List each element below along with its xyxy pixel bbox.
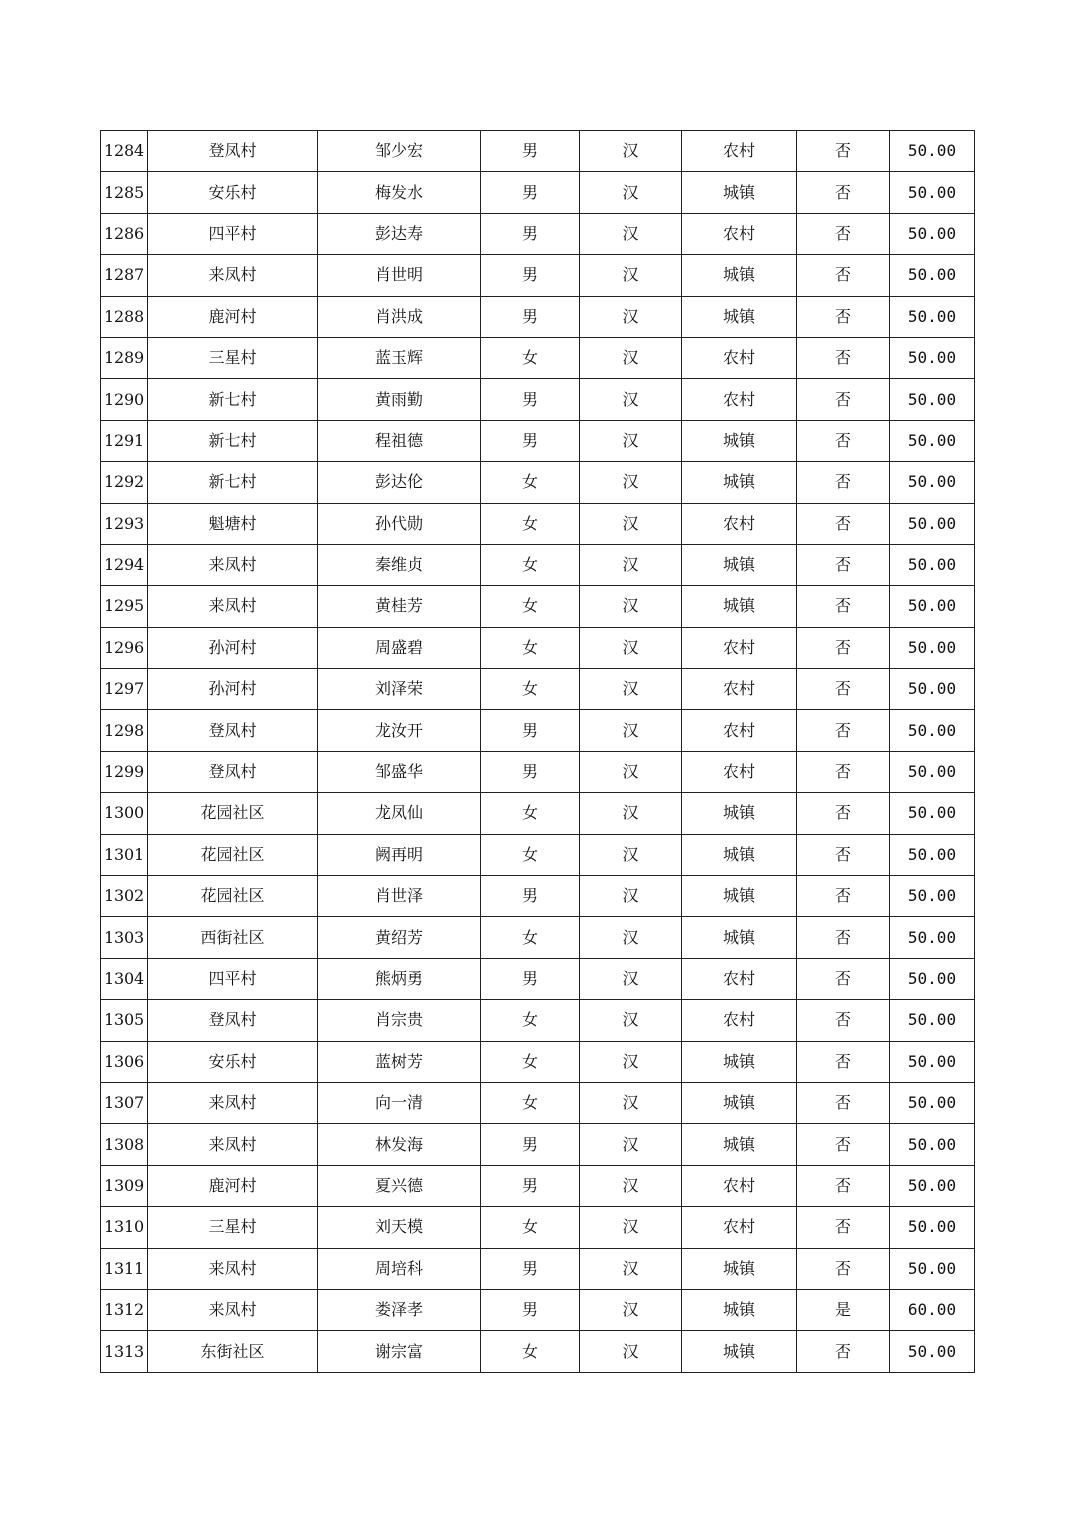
cell-flag: 否 [797, 503, 890, 544]
cell-village: 来凤村 [148, 586, 318, 627]
cell-name: 周盛碧 [318, 627, 481, 668]
cell-seq: 1309 [101, 1165, 148, 1206]
cell-amount: 50.00 [890, 337, 975, 378]
cell-village: 孙河村 [148, 627, 318, 668]
table-row [101, 627, 975, 668]
cell-seq: 1308 [101, 1124, 148, 1165]
cell-residence: 城镇 [682, 1041, 797, 1082]
cell-ethnicity: 汉 [580, 337, 682, 378]
cell-village: 四平村 [148, 958, 318, 999]
cell-residence: 城镇 [682, 1082, 797, 1123]
cell-amount: 50.00 [890, 213, 975, 254]
cell-gender: 女 [481, 586, 580, 627]
cell-gender: 女 [481, 834, 580, 875]
cell-ethnicity: 汉 [580, 296, 682, 337]
cell-flag: 否 [797, 710, 890, 751]
table-row [101, 834, 975, 875]
cell-flag: 否 [797, 586, 890, 627]
cell-amount: 50.00 [890, 834, 975, 875]
cell-gender: 男 [481, 751, 580, 792]
cell-flag: 否 [797, 379, 890, 420]
cell-ethnicity: 汉 [580, 1124, 682, 1165]
cell-seq: 1287 [101, 255, 148, 296]
cell-ethnicity: 汉 [580, 420, 682, 461]
cell-amount: 50.00 [890, 296, 975, 337]
cell-residence: 城镇 [682, 586, 797, 627]
cell-gender: 女 [481, 669, 580, 710]
cell-amount: 50.00 [890, 379, 975, 420]
cell-ethnicity: 汉 [580, 710, 682, 751]
cell-residence: 城镇 [682, 420, 797, 461]
cell-gender: 女 [481, 1331, 580, 1372]
cell-residence: 农村 [682, 1207, 797, 1248]
cell-village: 三星村 [148, 337, 318, 378]
cell-residence: 城镇 [682, 834, 797, 875]
table-body [101, 131, 975, 1373]
table-row [101, 917, 975, 958]
cell-seq: 1297 [101, 669, 148, 710]
cell-amount: 50.00 [890, 958, 975, 999]
cell-village: 登凤村 [148, 1000, 318, 1041]
table-row [101, 1289, 975, 1330]
cell-ethnicity: 汉 [580, 462, 682, 503]
cell-village: 登凤村 [148, 710, 318, 751]
cell-residence: 农村 [682, 379, 797, 420]
cell-flag: 否 [797, 1248, 890, 1289]
cell-ethnicity: 汉 [580, 544, 682, 585]
cell-residence: 城镇 [682, 296, 797, 337]
cell-gender: 男 [481, 710, 580, 751]
cell-amount: 50.00 [890, 255, 975, 296]
cell-seq: 1288 [101, 296, 148, 337]
cell-seq: 1304 [101, 958, 148, 999]
table-row [101, 420, 975, 461]
table-row [101, 958, 975, 999]
cell-seq: 1310 [101, 1207, 148, 1248]
cell-residence: 城镇 [682, 544, 797, 585]
cell-gender: 女 [481, 462, 580, 503]
cell-residence: 农村 [682, 958, 797, 999]
cell-amount: 50.00 [890, 420, 975, 461]
cell-ethnicity: 汉 [580, 1165, 682, 1206]
cell-name: 蓝树芳 [318, 1041, 481, 1082]
cell-seq: 1299 [101, 751, 148, 792]
cell-name: 彭达伦 [318, 462, 481, 503]
cell-seq: 1301 [101, 834, 148, 875]
cell-amount: 50.00 [890, 917, 975, 958]
cell-gender: 男 [481, 255, 580, 296]
cell-name: 熊炳勇 [318, 958, 481, 999]
cell-seq: 1302 [101, 876, 148, 917]
cell-ethnicity: 汉 [580, 876, 682, 917]
cell-residence: 农村 [682, 627, 797, 668]
cell-name: 肖世明 [318, 255, 481, 296]
cell-gender: 女 [481, 1082, 580, 1123]
cell-gender: 男 [481, 131, 580, 172]
cell-amount: 50.00 [890, 1331, 975, 1372]
cell-flag: 否 [797, 1041, 890, 1082]
cell-flag: 否 [797, 296, 890, 337]
cell-amount: 50.00 [890, 172, 975, 213]
cell-seq: 1293 [101, 503, 148, 544]
cell-flag: 否 [797, 213, 890, 254]
cell-amount: 50.00 [890, 669, 975, 710]
cell-residence: 农村 [682, 503, 797, 544]
cell-flag: 否 [797, 172, 890, 213]
cell-residence: 城镇 [682, 1331, 797, 1372]
cell-name: 阙再明 [318, 834, 481, 875]
cell-ethnicity: 汉 [580, 1248, 682, 1289]
cell-gender: 女 [481, 917, 580, 958]
cell-flag: 否 [797, 917, 890, 958]
cell-ethnicity: 汉 [580, 917, 682, 958]
cell-seq: 1285 [101, 172, 148, 213]
cell-seq: 1305 [101, 1000, 148, 1041]
cell-village: 新七村 [148, 379, 318, 420]
cell-ethnicity: 汉 [580, 1207, 682, 1248]
table-row [101, 751, 975, 792]
cell-residence: 城镇 [682, 1124, 797, 1165]
cell-flag: 否 [797, 834, 890, 875]
cell-ethnicity: 汉 [580, 669, 682, 710]
table-row [101, 876, 975, 917]
cell-name: 刘泽荣 [318, 669, 481, 710]
cell-flag: 否 [797, 793, 890, 834]
cell-name: 黄雨勤 [318, 379, 481, 420]
cell-ethnicity: 汉 [580, 1289, 682, 1330]
cell-residence: 农村 [682, 751, 797, 792]
table-row [101, 296, 975, 337]
cell-ethnicity: 汉 [580, 172, 682, 213]
cell-residence: 农村 [682, 131, 797, 172]
table-row [101, 1248, 975, 1289]
cell-amount: 50.00 [890, 751, 975, 792]
cell-flag: 否 [797, 1000, 890, 1041]
cell-village: 花园社区 [148, 793, 318, 834]
cell-gender: 男 [481, 420, 580, 461]
cell-gender: 女 [481, 627, 580, 668]
cell-residence: 城镇 [682, 793, 797, 834]
cell-gender: 男 [481, 876, 580, 917]
cell-village: 西街社区 [148, 917, 318, 958]
cell-flag: 否 [797, 337, 890, 378]
cell-gender: 女 [481, 1207, 580, 1248]
cell-gender: 男 [481, 1165, 580, 1206]
table-row [101, 213, 975, 254]
cell-name: 黄绍芳 [318, 917, 481, 958]
cell-seq: 1292 [101, 462, 148, 503]
cell-residence: 农村 [682, 1165, 797, 1206]
cell-name: 刘天模 [318, 1207, 481, 1248]
cell-flag: 否 [797, 1165, 890, 1206]
cell-seq: 1311 [101, 1248, 148, 1289]
cell-village: 来凤村 [148, 1289, 318, 1330]
cell-amount: 50.00 [890, 710, 975, 751]
cell-village: 登凤村 [148, 131, 318, 172]
cell-village: 三星村 [148, 1207, 318, 1248]
table-row [101, 379, 975, 420]
table-row [101, 710, 975, 751]
cell-gender: 女 [481, 503, 580, 544]
cell-gender: 女 [481, 544, 580, 585]
cell-gender: 女 [481, 793, 580, 834]
cell-amount: 50.00 [890, 503, 975, 544]
cell-ethnicity: 汉 [580, 131, 682, 172]
cell-seq: 1291 [101, 420, 148, 461]
cell-seq: 1295 [101, 586, 148, 627]
cell-flag: 否 [797, 131, 890, 172]
cell-residence: 城镇 [682, 1248, 797, 1289]
table-row [101, 669, 975, 710]
cell-village: 花园社区 [148, 876, 318, 917]
cell-flag: 否 [797, 462, 890, 503]
cell-name: 肖宗贵 [318, 1000, 481, 1041]
table-row [101, 1165, 975, 1206]
cell-name: 林发海 [318, 1124, 481, 1165]
cell-village: 安乐村 [148, 172, 318, 213]
cell-amount: 50.00 [890, 462, 975, 503]
cell-ethnicity: 汉 [580, 751, 682, 792]
cell-ethnicity: 汉 [580, 379, 682, 420]
cell-amount: 50.00 [890, 131, 975, 172]
cell-village: 花园社区 [148, 834, 318, 875]
cell-name: 程祖德 [318, 420, 481, 461]
cell-residence: 城镇 [682, 172, 797, 213]
table-row [101, 131, 975, 172]
cell-seq: 1307 [101, 1082, 148, 1123]
cell-village: 来凤村 [148, 1124, 318, 1165]
table-row [101, 793, 975, 834]
cell-flag: 否 [797, 1124, 890, 1165]
cell-amount: 60.00 [890, 1289, 975, 1330]
cell-name: 孙代勋 [318, 503, 481, 544]
data-table [100, 130, 975, 1373]
cell-name: 龙凤仙 [318, 793, 481, 834]
cell-name: 龙汝开 [318, 710, 481, 751]
cell-name: 谢宗富 [318, 1331, 481, 1372]
cell-ethnicity: 汉 [580, 1000, 682, 1041]
cell-ethnicity: 汉 [580, 627, 682, 668]
cell-flag: 否 [797, 1331, 890, 1372]
cell-gender: 男 [481, 296, 580, 337]
cell-village: 来凤村 [148, 1248, 318, 1289]
cell-seq: 1296 [101, 627, 148, 668]
cell-seq: 1294 [101, 544, 148, 585]
cell-residence: 城镇 [682, 917, 797, 958]
cell-residence: 农村 [682, 669, 797, 710]
cell-ethnicity: 汉 [580, 793, 682, 834]
cell-ethnicity: 汉 [580, 834, 682, 875]
cell-seq: 1284 [101, 131, 148, 172]
cell-village: 来凤村 [148, 1082, 318, 1123]
cell-flag: 否 [797, 255, 890, 296]
cell-ethnicity: 汉 [580, 503, 682, 544]
cell-gender: 男 [481, 213, 580, 254]
cell-seq: 1303 [101, 917, 148, 958]
table-row [101, 1207, 975, 1248]
cell-residence: 农村 [682, 213, 797, 254]
cell-name: 周培科 [318, 1248, 481, 1289]
cell-ethnicity: 汉 [580, 213, 682, 254]
cell-flag: 是 [797, 1289, 890, 1330]
cell-seq: 1290 [101, 379, 148, 420]
cell-flag: 否 [797, 1082, 890, 1123]
cell-gender: 女 [481, 337, 580, 378]
cell-residence: 农村 [682, 710, 797, 751]
cell-residence: 城镇 [682, 1289, 797, 1330]
cell-flag: 否 [797, 627, 890, 668]
cell-gender: 男 [481, 172, 580, 213]
cell-seq: 1313 [101, 1331, 148, 1372]
cell-amount: 50.00 [890, 793, 975, 834]
cell-village: 东街社区 [148, 1331, 318, 1372]
cell-amount: 50.00 [890, 1124, 975, 1165]
cell-amount: 50.00 [890, 1000, 975, 1041]
table-row [101, 255, 975, 296]
table-row [101, 544, 975, 585]
cell-ethnicity: 汉 [580, 586, 682, 627]
cell-village: 登凤村 [148, 751, 318, 792]
cell-gender: 女 [481, 1000, 580, 1041]
cell-seq: 1306 [101, 1041, 148, 1082]
cell-amount: 50.00 [890, 1082, 975, 1123]
cell-amount: 50.00 [890, 627, 975, 668]
cell-name: 向一清 [318, 1082, 481, 1123]
cell-flag: 否 [797, 876, 890, 917]
cell-ethnicity: 汉 [580, 1082, 682, 1123]
cell-name: 邹盛华 [318, 751, 481, 792]
cell-gender: 男 [481, 1124, 580, 1165]
table-row [101, 337, 975, 378]
cell-flag: 否 [797, 420, 890, 461]
cell-seq: 1300 [101, 793, 148, 834]
cell-gender: 男 [481, 958, 580, 999]
cell-gender: 男 [481, 379, 580, 420]
cell-village: 新七村 [148, 462, 318, 503]
cell-flag: 否 [797, 669, 890, 710]
cell-name: 彭达寿 [318, 213, 481, 254]
cell-residence: 城镇 [682, 255, 797, 296]
cell-seq: 1286 [101, 213, 148, 254]
cell-amount: 50.00 [890, 1165, 975, 1206]
cell-amount: 50.00 [890, 1041, 975, 1082]
cell-ethnicity: 汉 [580, 1331, 682, 1372]
cell-residence: 城镇 [682, 876, 797, 917]
cell-name: 黄桂芳 [318, 586, 481, 627]
cell-village: 鹿河村 [148, 296, 318, 337]
cell-residence: 农村 [682, 337, 797, 378]
cell-amount: 50.00 [890, 586, 975, 627]
cell-village: 孙河村 [148, 669, 318, 710]
cell-seq: 1298 [101, 710, 148, 751]
cell-name: 娄泽孝 [318, 1289, 481, 1330]
cell-village: 鹿河村 [148, 1165, 318, 1206]
cell-amount: 50.00 [890, 876, 975, 917]
cell-name: 肖世泽 [318, 876, 481, 917]
cell-amount: 50.00 [890, 1207, 975, 1248]
cell-amount: 50.00 [890, 544, 975, 585]
cell-village: 新七村 [148, 420, 318, 461]
cell-gender: 男 [481, 1248, 580, 1289]
cell-village: 来凤村 [148, 255, 318, 296]
table-row [101, 1000, 975, 1041]
cell-village: 来凤村 [148, 544, 318, 585]
cell-village: 四平村 [148, 213, 318, 254]
cell-village: 安乐村 [148, 1041, 318, 1082]
table-row [101, 462, 975, 503]
table-row [101, 1082, 975, 1123]
cell-name: 蓝玉辉 [318, 337, 481, 378]
cell-name: 肖洪成 [318, 296, 481, 337]
cell-name: 夏兴德 [318, 1165, 481, 1206]
cell-amount: 50.00 [890, 1248, 975, 1289]
cell-seq: 1289 [101, 337, 148, 378]
cell-residence: 城镇 [682, 462, 797, 503]
cell-name: 邹少宏 [318, 131, 481, 172]
table-row [101, 586, 975, 627]
cell-residence: 农村 [682, 1000, 797, 1041]
cell-ethnicity: 汉 [580, 958, 682, 999]
cell-gender: 男 [481, 1289, 580, 1330]
cell-flag: 否 [797, 544, 890, 585]
table-row [101, 1124, 975, 1165]
cell-seq: 1312 [101, 1289, 148, 1330]
cell-flag: 否 [797, 1207, 890, 1248]
cell-gender: 女 [481, 1041, 580, 1082]
cell-flag: 否 [797, 958, 890, 999]
table-row [101, 1331, 975, 1372]
table-row [101, 172, 975, 213]
cell-ethnicity: 汉 [580, 255, 682, 296]
cell-ethnicity: 汉 [580, 1041, 682, 1082]
cell-name: 梅发水 [318, 172, 481, 213]
cell-village: 魁塘村 [148, 503, 318, 544]
table-row [101, 1041, 975, 1082]
table-row [101, 503, 975, 544]
cell-name: 秦维贞 [318, 544, 481, 585]
cell-flag: 否 [797, 751, 890, 792]
